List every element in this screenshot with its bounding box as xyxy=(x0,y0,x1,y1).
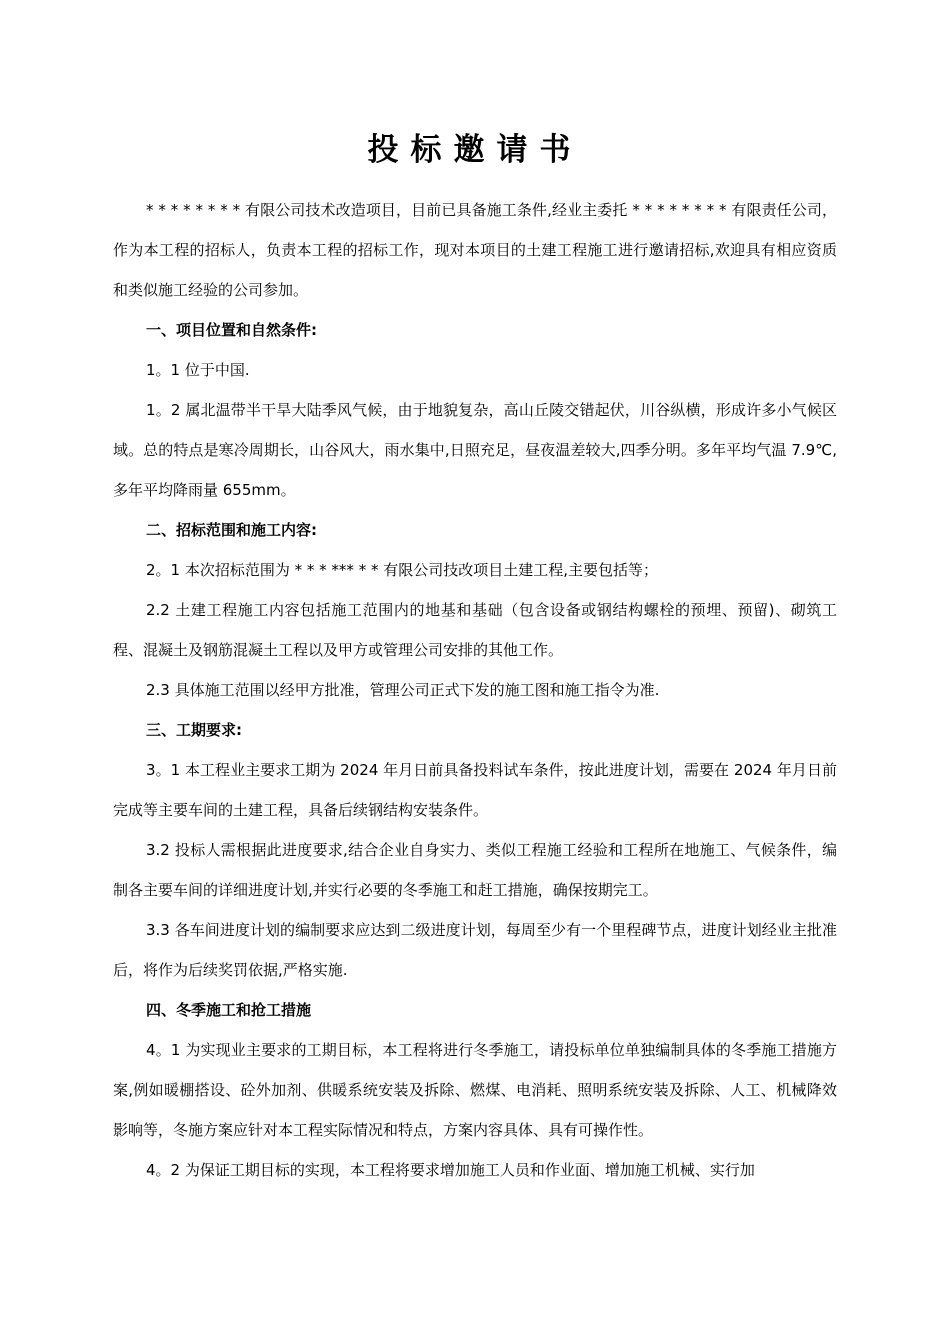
paragraph-4-2: 4。2 为保证工期目标的实现，本工程将要求增加施工人员和作业面、增加施工机械、实行加 xyxy=(146,1161,755,1179)
intro-paragraph: * * * * * * * * 有限公司技术改造项目，目前已具备施工条件,经业主委托 * * * * * * * * 有限责任公司，作为本工程的招标人，负责本工程的招标工作，现对本项目的土建工程施工进行邀请招标,欢迎具有相应资质和类似施工经验的公司参加。 xyxy=(113,201,837,299)
section-heading-location: 一、项目位置和自然条件: xyxy=(146,321,317,339)
paragraph-3-2: 3.2 投标人需根据此进度要求,结合企业自身实力、类似工程施工经验和工程所在地施工、气候条件，编制各主要车间的详细进度计划,并实行必要的冬季施工和赶工措施，确保按期完工。 xyxy=(113,841,837,899)
paragraph-2-2: 2.2 土建工程施工内容包括施工范围内的地基和基础（包含设备或钢结构螺栓的预埋、预留)、砌筑工程、混凝土及钢筋混凝土工程以及甲方或管理公司安排的其他工作。 xyxy=(113,601,837,659)
paragraph-4-1: 4。1 为实现业主要求的工期目标，本工程将进行冬季施工，请投标单位单独编制具体的冬季施工措施方案,例如暖棚搭设、砼外加剂、供暖系统安装及拆除、燃煤、电消耗、照明系统安装及拆除、人工、机械降效影响等，冬施方案应针对本工程实际情况和特点，方案内容具体、具有可操作性。 xyxy=(113,1041,837,1139)
document-title: 投标邀请书 xyxy=(367,132,583,168)
paragraph-3-3: 3.3 各车间进度计划的编制要求应达到二级进度计划，每周至少有一个里程碑节点，进度计划经业主批准后，将作为后续奖罚依据,严格实施. xyxy=(113,921,837,979)
section-heading-scope: 二、招标范围和施工内容: xyxy=(146,521,317,539)
section-heading-schedule: 三、工期要求: xyxy=(146,721,242,739)
paragraph-3-1: 3。1 本工程业主要求工期为 2024 年月日前具备投料试车条件，按此进度计划，需要在 2024 年月日前完成等主要车间的土建工程，具备后续钢结构安装条件。 xyxy=(113,761,837,819)
document-body xyxy=(113,190,837,1190)
paragraph-1-2: 1。2 属北温带半干旱大陆季风气候，由于地貌复杂，高山丘陵交错起伏，川谷纵横，形成许多小气候区域。总的特点是寒冷周期长，山谷风大，雨水集中,日照充足，昼夜温差较大,四季分明。多年平均气温 7.9℃,多年平均降雨量 655mm。 xyxy=(113,401,837,499)
paragraph-2-3: 2.3 具体施工范围以经甲方批准，管理公司正式下发的施工图和施工指令为准. xyxy=(146,681,660,699)
paragraph-2-1: 2。1 本次招标范围为 * * * *** * * 有限公司技改项目土建工程,主要包括等； xyxy=(146,561,659,579)
section-heading-winter-construction: 四、冬季施工和抢工措施 xyxy=(146,1001,312,1019)
paragraph-1-1: 1。1 位于中国. xyxy=(146,361,250,379)
